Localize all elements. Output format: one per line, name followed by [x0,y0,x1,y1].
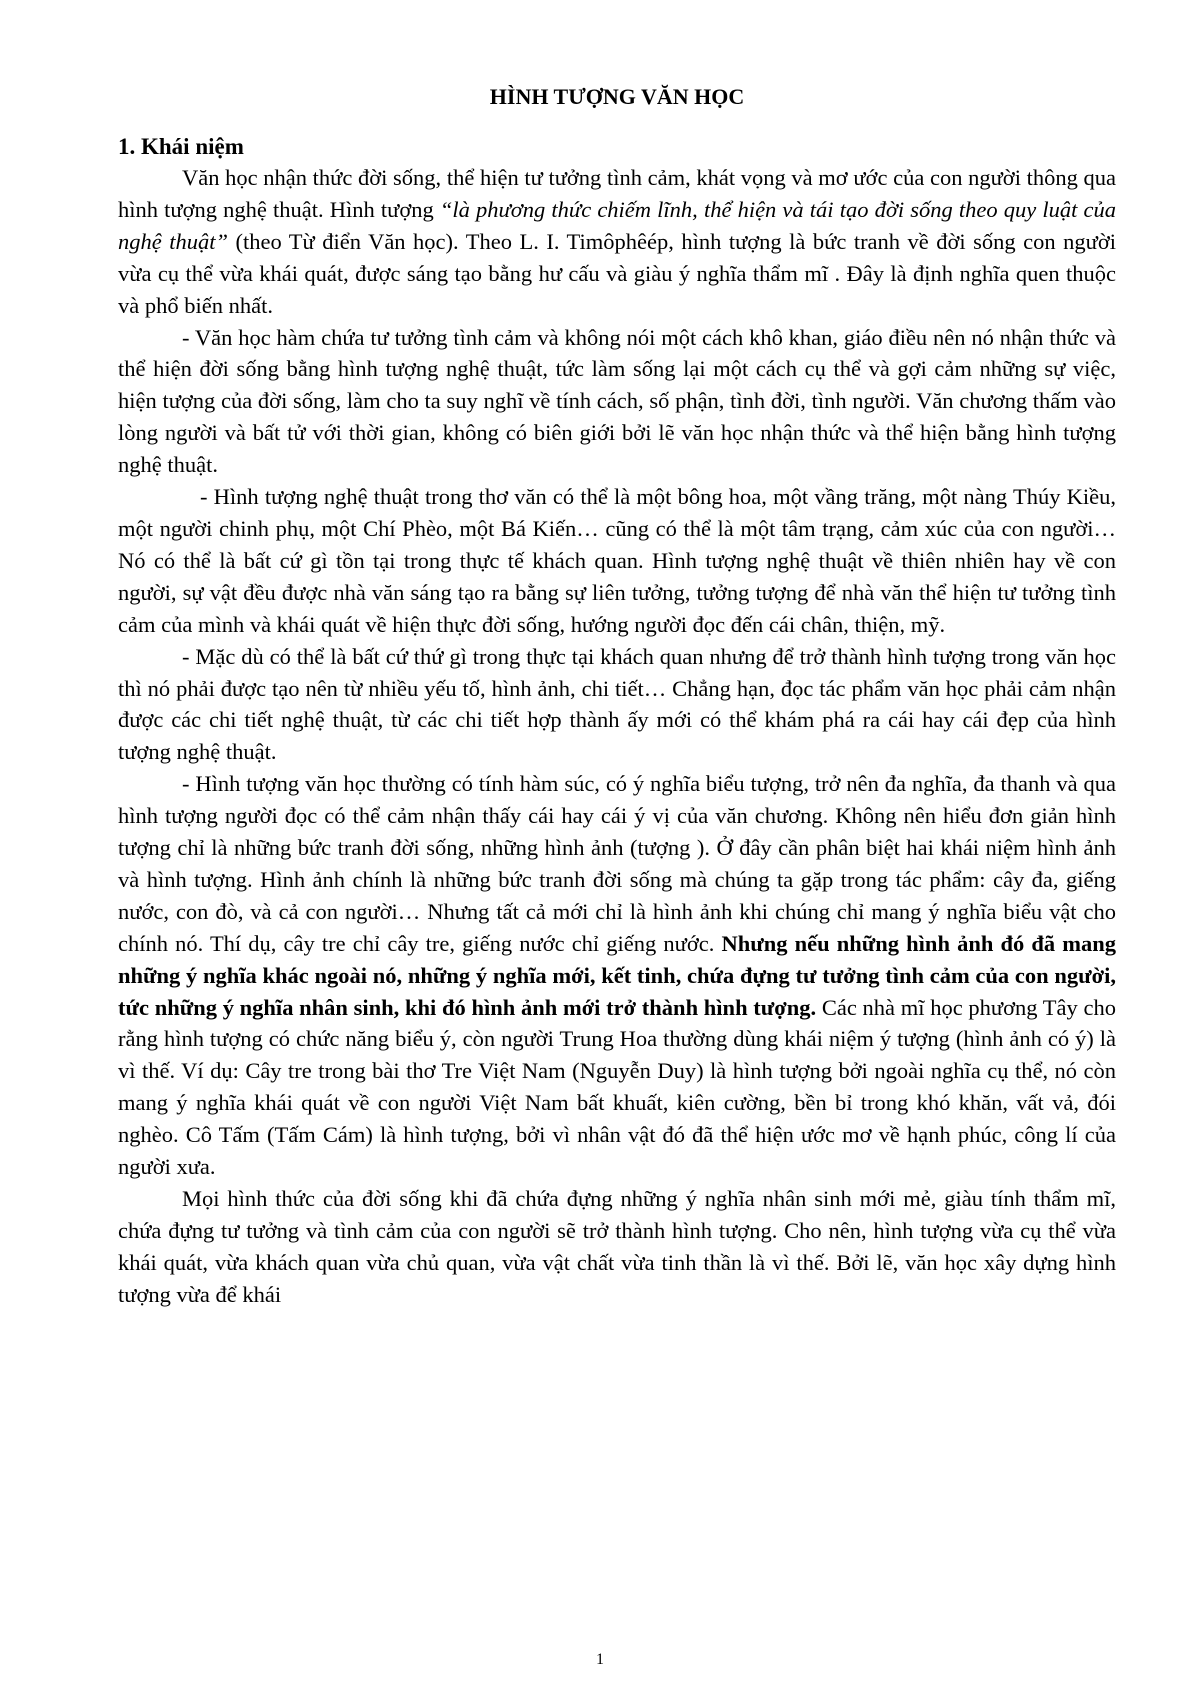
document-body [118,82,1116,1311]
paragraph-symbolism-text-2: Các nhà mĩ học phương Tây cho rằng hình tượng có chức năng biểu ý, còn người Trung Hoa thường dùng khái niệm ý tượng (hình ảnh có ý) là vì thế. Ví dụ: Cây tre trong bài thơ Tre Việt Nam (Nguyễn Duy) là hình tượng bởi ngoài nghĩa cụ thể, nó còn mang ý nghĩa khái quát về con người Việt Nam bất khuất, kiên cường, bền bỉ trong khó khăn, vất vả, đói nghèo. Cô Tấm (Tấm Cám) là hình tượng, bởi vì nhân vật đó đã thể hiện ước mơ về hạnh phúc, công lí của người xưa. [118,994,1116,1180]
paragraph-symbolism-text-1: - Hình tượng văn học thường có tính hàm súc, có ý nghĩa biểu tượng, trở nên đa nghĩa, đa thanh và qua hình tượng người đọc có thể cảm nhận thấy cái hay cái ý vị của văn chương. Không nên hiểu đơn giản hình tượng chỉ là những bức tranh đời sống, những hình ảnh (tượng ). Ở đây cần phân biệt hai khái niệm hình ảnh và hình tượng. Hình ảnh chính là những bức tranh đời sống mà chúng ta gặp trong tác phẩm: cây đa, giếng nước, con đò, và cả con người… Nhưng tất cả mới chỉ là hình ảnh khi chúng chỉ mang ý nghĩa biểu vật cho chính nó. Thí dụ, cây tre chỉ cây tre, giếng nước chỉ giếng nước. [118,771,1116,956]
paragraph-image-examples: - Hình tượng nghệ thuật trong thơ văn có thể là một bông hoa, một vầng trăng, một nàng Thúy Kiều, một người chinh phụ, một Chí Phèo, một Bá Kiến… cũng có thể là một tâm trạng, cảm xúc của con người… Nó có thể là bất cứ gì tồn tại trong thực tế khách quan. Hình tượng nghệ thuật về thiên nhiên hay về con người, sự vật đều được nhà văn sáng tạo ra bằng sự liên tưởng, tưởng tượng để nhà văn thể hiện tư tưởng tình cảm của mình và khái quát về hiện thực đời sống, hướng người đọc đến cái chân, thiện, mỹ. [118,484,1116,637]
paragraph-definition-text-1: Văn học nhận thức đời sống, thể hiện tư tưởng tình cảm, khát vọng và mơ ước của con người thông qua hình tượng nghệ thuật. Hình tượng [118,165,1116,222]
definition-quote: “là phương thức chiếm lĩnh, thể hiện và tái tạo đời sống theo quy luật của nghệ thuật” [118,196,1116,254]
paragraph-forms-of-life: Mọi hình thức của đời sống khi đã chứa đựng những ý nghĩa nhân sinh mới mẻ, giàu tính thẩm mĩ, chứa đựng tư tưởng và tình cảm của con người sẽ trở thành hình tượng. Cho nên, hình tượng vừa cụ thể vừa khái quát, vừa khách quan vừa chủ quan, vừa vật chất vừa tinh thần là vì thế. Bởi lẽ, văn học xây dựng hình tượng vừa để khái [118,1186,1116,1307]
page-number: 1 [596,1651,604,1668]
paragraph-definition-text-2: (theo Từ điển Văn học). Theo L. I. Timôphêép, hình tượng là bức tranh về đời sống con người vừa cụ thể vừa khái quát, được sáng tạo bằng hư cấu và giàu ý nghĩa thẩm mĩ . Đây là định nghĩa quen thuộc và phổ biến nhất. [118,228,1116,318]
paragraph-elements: - Mặc dù có thể là bất cứ thứ gì trong thực tại khách quan nhưng để trở thành hình tượng trong văn học thì nó phải được tạo nên từ nhiều yếu tố, hình ảnh, chi tiết… Chẳng hạn, đọc tác phẩm văn học phải cảm nhận được các chi tiết nghệ thuật, từ các chi tiết hợp thành ấy mới có thể khám phá ra cái hay cái đẹp của hình tượng nghệ thuật. [118,643,1116,765]
paragraph-definition [118,162,1116,322]
document-title: HÌNH TƯỢNG VĂN HỌC [489,84,745,109]
paragraph-literature-cognition: - Văn học hàm chứa tư tưởng tình cảm và không nói một cách khô khan, giáo điều nên nó nhận thức và thể hiện đời sống bằng hình tượng nghệ thuật, tức làm sống lại một cách cụ thể và gợi cảm những sự việc, hiện tượng của đời sống, làm cho ta suy nghĩ về tính cách, số phận, tình đời, tình người. Văn chương thấm vào lòng người và bất tử với thời gian, không có biên giới bởi lẽ văn học nhận thức và thể hiện bằng hình tượng nghệ thuật. [118,324,1116,478]
section-heading: 1. Khái niệm [118,134,244,159]
emphasis-sentence: Nhưng nếu những hình ảnh đó đã mang những ý nghĩa khác ngoài nó, những ý nghĩa mới, kết tinh, chứa đựng tư tưởng tình cảm của con người, tức những ý nghĩa nhân sinh, khi đó hình ảnh mới trở thành hình tượng. [118,930,1116,1020]
paragraph-symbolism [118,768,1116,1183]
